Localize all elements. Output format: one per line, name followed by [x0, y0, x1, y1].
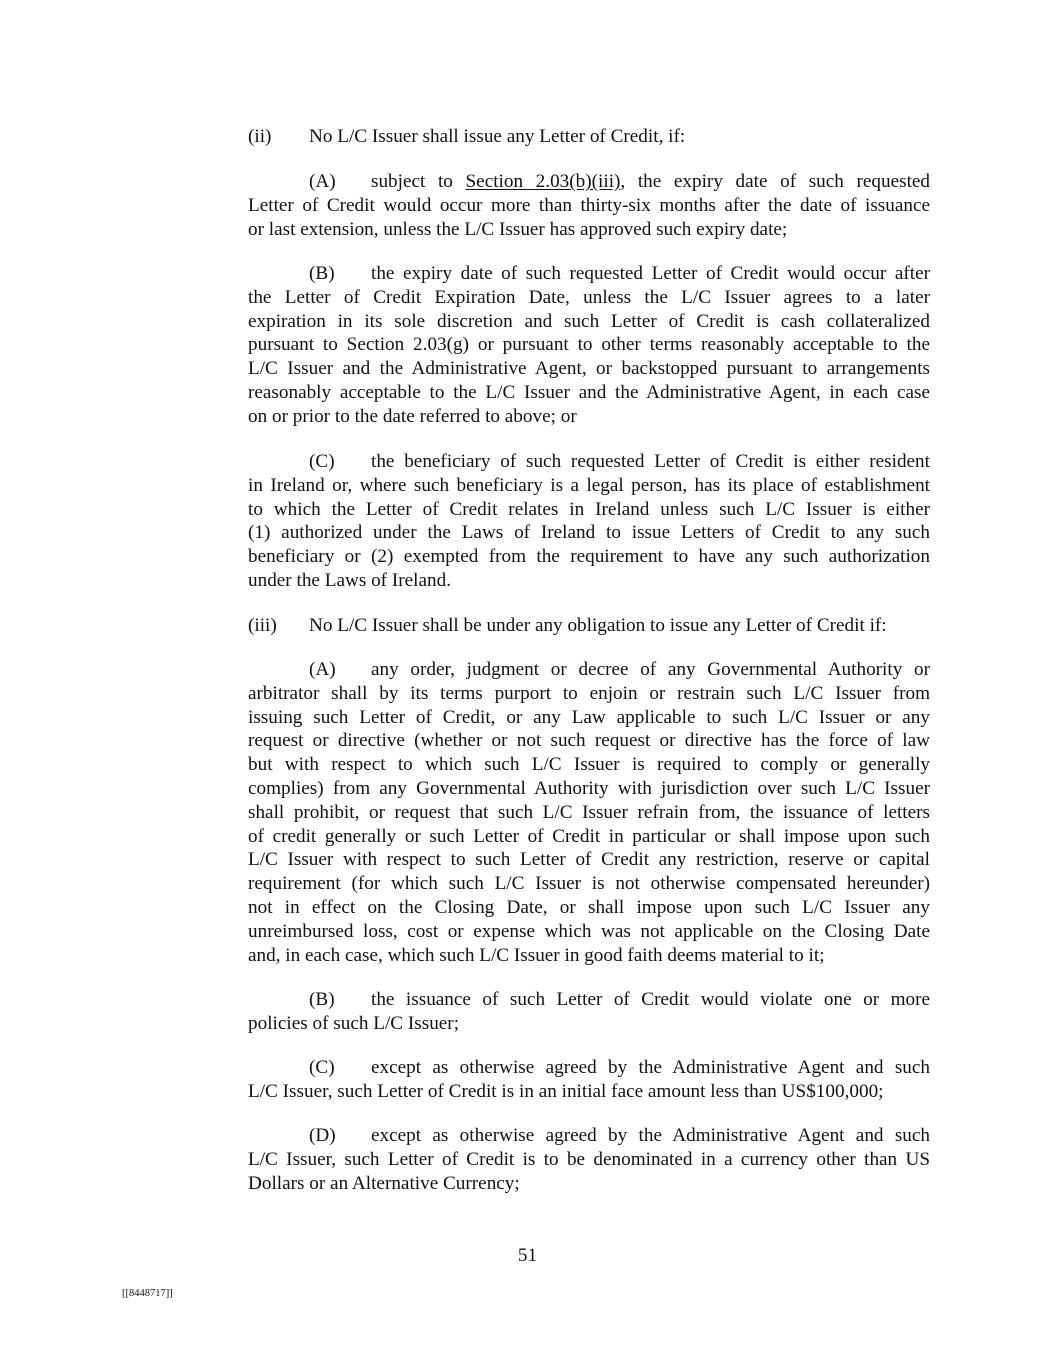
clause-iii-a: [248, 658, 930, 967]
clause-line: except as otherwise agreed by the Administrative Agent and such: [371, 1057, 930, 1078]
clause-line: L/C Issuer, such Letter of Credit is in an initial face amount less than US$100,000;: [248, 1080, 884, 1102]
clause-line: issuing such Letter of Credit, or any Law applicable to such L/C Issuer or any: [248, 706, 930, 728]
clause-line: on or prior to the date referred to above; or: [248, 405, 577, 427]
section-marker: (ii): [248, 126, 272, 147]
clause-text: , the expiry date of such requested: [620, 171, 931, 192]
clause-line: arbitrator shall by its terms purport to enjoin or restrain such L/C Issuer from: [248, 682, 930, 704]
clause-text: subject to: [371, 171, 453, 192]
clause-marker: (A): [309, 659, 336, 680]
clause-line: pursuant to Section 2.03(g) or pursuant to other terms reasonably acceptable to the: [248, 334, 930, 356]
clause-line: complies) from any Governmental Authority with jurisdiction over such L/C Issuer: [248, 777, 930, 799]
clause-line: to which the Letter of Credit relates in Ireland unless such L/C Issuer is either: [248, 498, 930, 520]
clause-line: under the Laws of Ireland.: [248, 569, 451, 591]
clause-line: (1) authorized under the Laws of Ireland to issue Letters of Credit to any such: [248, 522, 930, 544]
clause-line: and, in each case, which such L/C Issuer in good faith deems material to it;: [248, 944, 825, 966]
document-id: [[8448717]]: [122, 1288, 173, 1299]
clause-line: Letter of Credit would occur more than thirty-six months after the date of issuance: [248, 194, 930, 216]
clause-iii-c: [248, 1056, 930, 1104]
clause-line: shall prohibit, or request that such L/C Issuer refrain from, the issuance of letters: [248, 801, 930, 823]
clause-line: expiration in its sole discretion and such Letter of Credit is cash collateralized: [248, 310, 930, 332]
page-number: 51: [517, 1245, 538, 1266]
section-heading: No L/C Issuer shall be under any obligation to issue any Letter of Credit if:: [309, 615, 887, 636]
section-marker: (iii): [248, 615, 277, 636]
section-iii: [248, 614, 930, 638]
clause-line: [371, 170, 930, 194]
clause-ii-a: [248, 170, 930, 241]
clause-marker: (C): [309, 1057, 335, 1078]
clause-marker: (B): [309, 263, 335, 284]
clause-line: Dollars or an Alternative Currency;: [248, 1172, 520, 1194]
clause-line: not in effect on the Closing Date, or shall impose upon such L/C Issuer any: [248, 896, 930, 918]
clause-marker: (B): [309, 989, 335, 1010]
clause-line: beneficiary or (2) exempted from the requirement to have any such authorization: [248, 546, 930, 568]
clause-line: L/C Issuer and the Administrative Agent, or backstopped pursuant to arrangements: [248, 358, 930, 380]
section-reference-link[interactable]: Section 2.03(b)(iii): [465, 171, 621, 192]
clause-ii-c: [248, 450, 930, 593]
clause-ii-b: [248, 262, 930, 429]
clause-marker: (D): [309, 1125, 336, 1146]
clause-line: L/C Issuer, such Letter of Credit is to be denominated in a currency other than US: [248, 1148, 930, 1170]
clause-line: or last extension, unless the L/C Issuer has approved such expiry date;: [248, 218, 788, 240]
clause-line: of credit generally or such Letter of Credit in particular or shall impose upon such: [248, 825, 930, 847]
clause-marker: (A): [309, 171, 336, 192]
section-heading: No L/C Issuer shall issue any Letter of Credit, if:: [309, 126, 686, 147]
clause-iii-d: [248, 1124, 930, 1195]
clause-line: requirement (for which such L/C Issuer is not otherwise compensated hereunder): [248, 873, 930, 895]
clause-line: reasonably acceptable to the L/C Issuer and the Administrative Agent, in each case: [248, 381, 930, 403]
clause-line: unreimbursed loss, cost or expense which was not applicable on the Closing Date: [248, 920, 930, 942]
clause-line: policies of such L/C Issuer;: [248, 1012, 460, 1034]
clause-line: any order, judgment or decree of any Governmental Authority or: [371, 659, 930, 680]
clause-line: the beneficiary of such requested Letter of Credit is either resident: [371, 451, 930, 472]
clause-line: but with respect to which such L/C Issuer is required to comply or generally: [248, 754, 930, 776]
clause-line: the Letter of Credit Expiration Date, unless the L/C Issuer agrees to a later: [248, 286, 930, 308]
clause-line: the issuance of such Letter of Credit would violate one or more: [371, 989, 930, 1010]
clause-line: the expiry date of such requested Letter of Credit would occur after: [371, 263, 930, 284]
clause-line: except as otherwise agreed by the Administrative Agent and such: [371, 1125, 930, 1146]
clause-line: request or directive (whether or not such request or directive has the force of law: [248, 730, 930, 752]
section-ii: [248, 125, 930, 149]
clause-iii-b: [248, 988, 930, 1036]
clause-line: L/C Issuer with respect to such Letter of Credit any restriction, reserve or capital: [248, 849, 930, 871]
clause-marker: (C): [309, 451, 335, 472]
clause-line: in Ireland or, where such beneficiary is a legal person, has its place of establishment: [248, 474, 930, 496]
